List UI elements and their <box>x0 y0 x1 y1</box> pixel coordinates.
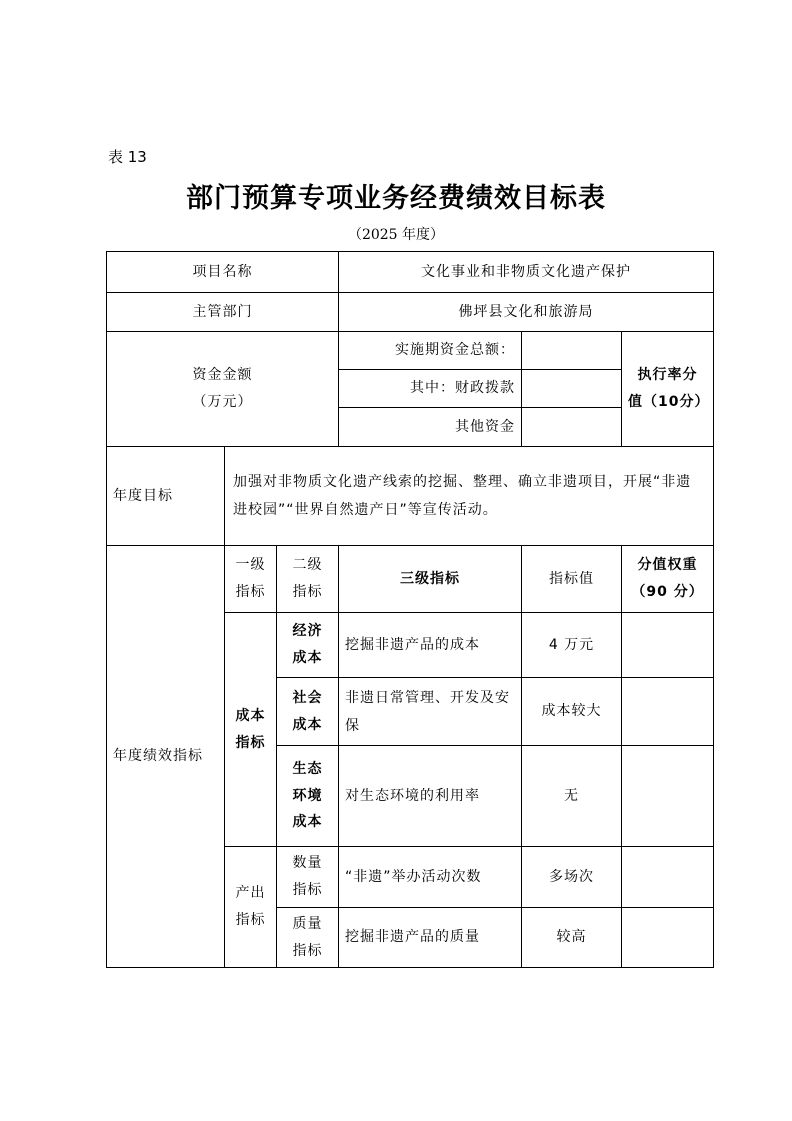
funds-other-label: 其他资金 <box>339 408 522 447</box>
social-cost-line1: 社会 <box>292 689 323 706</box>
quantity-weight <box>622 847 714 908</box>
funds-total-value <box>522 332 622 370</box>
quality-indicator: 挖掘非遗产品的质量 <box>339 908 522 968</box>
quantity-indicator: “非遗”举办活动次数 <box>339 847 522 908</box>
economic-cost-indicator: 挖掘非遗产品的成本 <box>339 613 522 678</box>
annual-indicators-label: 年度绩效指标 <box>107 546 225 968</box>
quantity-value: 多场次 <box>522 847 622 908</box>
execution-rate-score <box>622 332 714 447</box>
cost-indicator-line1: 成本 <box>235 707 266 724</box>
header-indicator-value: 指标值 <box>522 546 622 613</box>
annual-goal-text: 加强对非物质文化遗产线索的挖掘、整理、确立非遗项目，开展“非遗进校园”“世界自然遗产日”等宣传活动。 <box>225 447 714 546</box>
funds-total-label: 实施期资金总额： <box>339 332 522 370</box>
funds-label-line1: 资金金额 <box>192 367 253 384</box>
eco-cost-line2: 环境 <box>292 787 323 804</box>
social-cost-weight <box>622 678 714 746</box>
row-annual-goal <box>107 447 714 546</box>
economic-cost-line2: 成本 <box>292 650 323 666</box>
header-level2-line2: 指标 <box>292 584 323 600</box>
eco-cost-line1: 生态 <box>292 761 323 778</box>
quality-indicator-line1: 质量 <box>292 915 323 932</box>
row-project-name <box>107 252 714 293</box>
social-cost-line2: 成本 <box>292 716 323 733</box>
project-name-label: 项目名称 <box>107 252 339 293</box>
quality-weight <box>622 908 714 968</box>
eco-cost-value: 无 <box>522 746 622 847</box>
funds-label-line2: （万元） <box>192 394 253 410</box>
quality-value: 较高 <box>522 908 622 968</box>
row-indicator-header <box>107 546 714 613</box>
output-indicator-line2: 指标 <box>235 912 266 928</box>
eco-cost-line3: 成本 <box>292 814 323 831</box>
header-weight <box>622 546 714 613</box>
quantity-indicator-line1: 数量 <box>292 855 323 872</box>
economic-cost-value: 4 万元 <box>522 613 622 678</box>
quantity-indicator-label <box>277 847 339 908</box>
row-department <box>107 293 714 332</box>
social-cost-indicator: 非遗日常管理、开发及安保 <box>339 678 522 746</box>
header-level1-line2: 指标 <box>235 584 266 600</box>
header-weight-line1: 分值权重 <box>637 557 698 574</box>
cost-indicator-line2: 指标 <box>235 734 266 751</box>
eco-cost-weight <box>622 746 714 847</box>
economic-cost-label <box>277 613 339 678</box>
header-weight-line2: （90 分） <box>631 584 704 600</box>
quantity-indicator-line2: 指标 <box>292 882 323 898</box>
output-indicator-label <box>225 847 277 968</box>
social-cost-value: 成本较大 <box>522 678 622 746</box>
header-level1 <box>225 546 277 613</box>
output-indicator-line1: 产出 <box>235 885 266 902</box>
funds-fiscal-label: 其中：财政拨款 <box>339 370 522 408</box>
annual-goal-label: 年度目标 <box>107 447 225 546</box>
document-title: 部门预算专项业务经费绩效目标表 <box>186 183 606 214</box>
project-name-value: 文化事业和非物质文化遗产保护 <box>339 252 714 293</box>
economic-cost-weight <box>622 613 714 678</box>
document-year: （2025 年度） <box>347 227 445 243</box>
economic-cost-line1: 经济 <box>292 623 323 640</box>
social-cost-label <box>277 678 339 746</box>
eco-cost-label <box>277 746 339 847</box>
header-level3: 三级指标 <box>339 546 522 613</box>
eco-cost-indicator: 对生态环境的利用率 <box>339 746 522 847</box>
header-level2 <box>277 546 339 613</box>
header-level1-line1: 一级 <box>235 557 266 574</box>
cost-indicator-label <box>225 613 277 847</box>
row-funds-total <box>107 332 714 370</box>
department-value: 佛坪县文化和旅游局 <box>339 293 714 332</box>
funds-label <box>107 332 339 447</box>
execution-rate-line2: 值（10分） <box>628 394 710 410</box>
performance-goal-table <box>106 251 714 968</box>
department-label: 主管部门 <box>107 293 339 332</box>
quality-indicator-label <box>277 908 339 968</box>
funds-other-value <box>522 408 622 447</box>
funds-fiscal-value <box>522 370 622 408</box>
header-level2-line1: 二级 <box>292 557 323 574</box>
quality-indicator-line2: 指标 <box>292 942 323 959</box>
execution-rate-line1: 执行率分 <box>637 367 698 384</box>
table-number: 表 13 <box>108 148 147 166</box>
